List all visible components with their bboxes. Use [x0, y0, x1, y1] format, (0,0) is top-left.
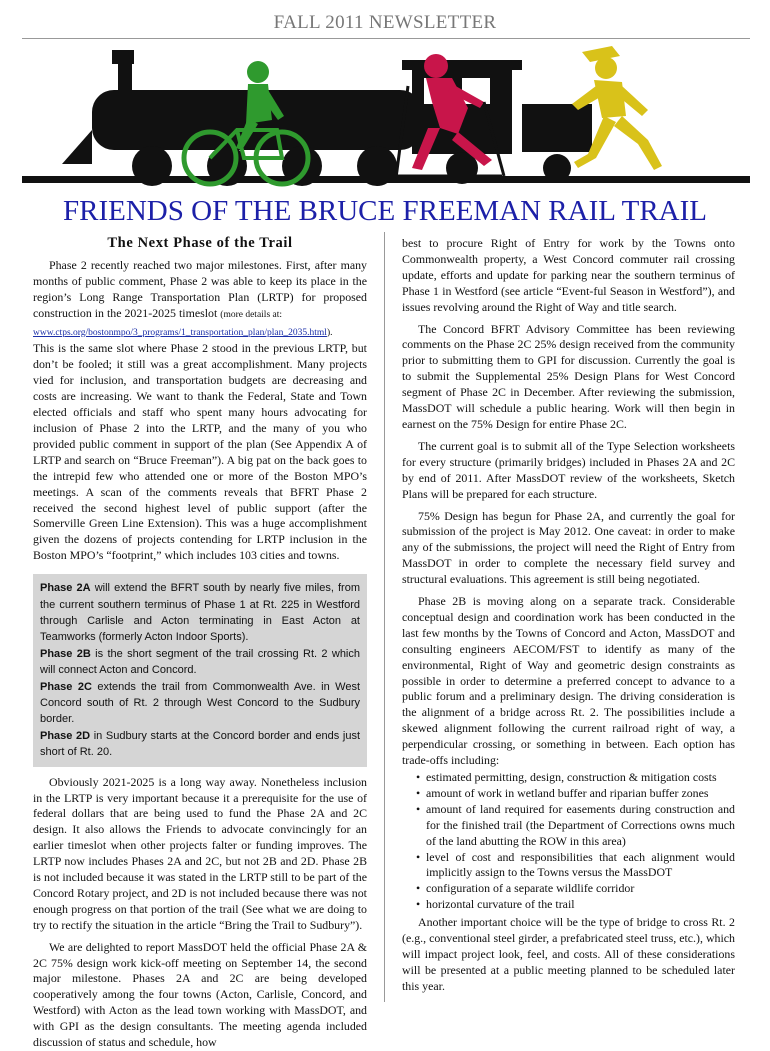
tradeoff-list: [402, 770, 735, 913]
paragraph-6: The Concord BFRT Advisory Committee has been reviewing comments on the Phase 2C 25% design received from the community prior to submitting them to GPI for discussion. Currently the goal is to submit the Supplemental 25% Design Plans for West Concord segment of Phase 2C in December. After reviewing the submission, MassDOT will schedule a public hearing. Work will then begin in earnest on the 75% Design for entire Phase 2C.: [402, 321, 735, 431]
paragraph-4: We are delighted to report MassDOT held the official Phase 2A & 2C 75% design work kick-off meeting on September 14, the second major milestone. Phases 2A and 2C are being developed cooperatively among the four towns (Acton, Carlisle, Concord, and Westford) with Acton as the lead town working with MassDOT, and with GPI as the design consultants. The meeting agenda included discussion of status and schedule, how: [33, 939, 367, 1050]
header-rule: [22, 38, 750, 39]
phase-2a-item: Phase 2A will extend the BFRT south by nearly five miles, from the current southern terminus of Phase 1 at Rt. 225 in Westford through Carlisle and Acton terminating in East Acton at Teamworks (formerly Acton Indoor Sports).: [40, 582, 360, 644]
left-column: [33, 236, 367, 1051]
paragraph-8: 75% Design has begun for Phase 2A, and currently the goal for submission of the project is May 2012. One caveat: in order to make any of the submissions, the project will need the Right of Entry from MassDOT in order to complete the necessary field survey and structural evaluations. This agreement is still being negotiated.: [402, 508, 735, 587]
phase-2d-item: Phase 2D in Sudbury starts at the Concord border and ends just short of Rt. 20.: [40, 729, 360, 759]
lrtp-link[interactable]: www.ctps.org/bostonmpo/3_programs/1_transportation_plan/plan_2035.html: [33, 327, 327, 338]
masthead-illustration: [22, 44, 750, 190]
paragraph-1: Phase 2 recently reached two major milestones. First, after many months of public comment, Phase 2 was able to keep its place in the region’s Long Range Transportation Plan (LRTP) for proposed construction in the 2021-2025 timeslot (more details at: www.ctps.org/bostonmpo/3_programs/1_transportation_plan/plan_2035.html).: [33, 257, 367, 338]
newsletter-title: FRIENDS OF THE BRUCE FREEMAN RAIL TRAIL: [63, 195, 707, 227]
list-item: • horizontal curvature of the trail: [416, 897, 735, 913]
list-item: • amount of land required for easements during construction and for the finished trail (the Department of Corrections owns much of the land abutting the ROW in this area): [416, 802, 735, 850]
paragraph-10: Another important choice will be the type of bridge to cross Rt. 2 (e.g., conventional steel girder, a prefabricated steel truss, etc.), which will impact project look, feel, and costs. All of these considerations will be presented at a public meeting planned to be scheduled later this year.: [402, 915, 735, 993]
phase-2c-item: Phase 2C extends the trail from Commonwealth Ave. in West Concord south of Rt. 2 through West Concord to the Sudbury border.: [40, 680, 360, 726]
paragraph-5: best to procure Right of Entry for work by the Towns onto Commonwealth property, a West Concord commuter rail crossing update, efforts and update for parking near the southern terminus of Phase 1 in Westford (see article “Event-ful Season in Westford”), and issues revolving around the Right of Way and title search.: [402, 236, 735, 314]
list-item: • configuration of a separate wildlife corridor: [416, 881, 735, 897]
list-item: • amount of work in wetland buffer and riparian buffer zones: [416, 786, 735, 802]
paragraph-2: This is the same slot where Phase 2 stood in the previous LRTP, but don’t be fooled; it still was a great accomplishment. Many projects vied for inclusion, and transportation budgets are decreasing and costs are increasing. We want to thank the Federal, State and Town elected officials and staff who spent many hours advocating for inclusion of Phase 2 into the LRTP, and the many of you who provided public comment in support of the plan (See Appendix A of LRTP and search on “Bruce Freeman”). A big pat on the back goes to the intrepid few who attended one or more of the Boston MPO’s meetings. A scan of the comments reveals that BFRT Phase 2 received the second highest level of public support (after the Somerville Green Line Extension). This was a huge accomplishment given the dozens of projects contending for LRTP inclusion in the Boston MPO’s “footprint,” which includes 103 cities and towns.: [33, 341, 367, 563]
list-item: • estimated permitting, design, construction & mitigation costs: [416, 770, 735, 786]
paragraph-7: The current goal is to submit all of the Type Selection worksheets for every structure (primarily bridges) included in Phases 2A and 2C by end of 2011. After MassDOT review of the worksheets, Sketch Plans will be prepared for each structure.: [402, 438, 735, 501]
paragraph-3: Obviously 2021-2025 is a long way away. Nonetheless inclusion in the LRTP is very important because it a prerequisite for the use of federal dollars that are being used to fund the Phase 2A and 2C design. It also allows the Friends to advocate convincingly for an earlier timeslot when other projects falter or funding improves. The LRTP now includes Phases 2A and 2C, but not 2B and 2D. Phase 2B is not included because it was stated in the LRTP still to be part of the Concord Rotary project, and 2D is not included because there was not enough progress on that portion of the trail (See what we are doing to try to rectify the situation in the article “Bring the Trail to Sudbury”).: [33, 774, 367, 932]
right-column: [402, 236, 735, 995]
list-item: • level of cost and responsibilities that each alignment would implicitly assign to the Towns versus the MassDOT: [416, 850, 735, 882]
more-details-note: (more details at:: [220, 309, 283, 320]
article-heading: The Next Phase of the Trail: [107, 235, 293, 251]
phase-2b-item: Phase 2B is the short segment of the trail crossing Rt. 2 which will connect Acton and Concord.: [40, 647, 360, 677]
phase-definitions-box: [33, 574, 367, 766]
paragraph-9: Phase 2B is moving along on a separate track. Considerable conceptual design and coordination work has been conducted in the last few months by the Towns of Concord and Acton, MassDOT and consulting engineers AECOM/FST to identify as many of the environmental, Right of Way and geometric design constraints as possible in order to determine a preferred concept to advance to a public forum and a preliminary design. The driving consideration is the alignment of a bridge across Rt. 2. The possibilities include a skewed alignment following the current railroad right of way, a perpendicular crossing, or something in between. Each option has trade-offs including:: [402, 594, 735, 768]
column-divider: [384, 232, 385, 1002]
train-icon: [22, 50, 750, 186]
newsletter-header: FALL 2011 NEWSLETTER: [273, 12, 497, 33]
